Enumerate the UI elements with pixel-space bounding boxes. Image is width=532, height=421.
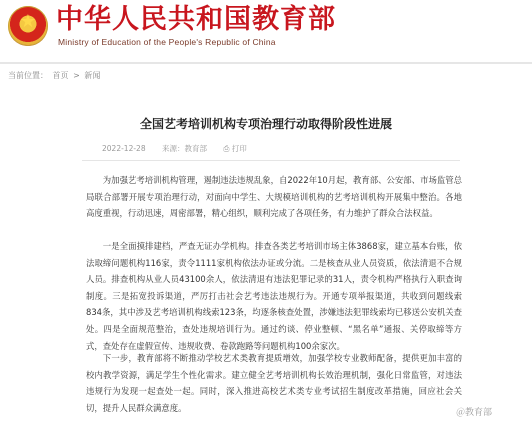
article-paragraph-3: 下一步，教育部将不断推动学校艺术类教育提质增效，加强学校专业教师配备，提供更加丰富的校内教学资源，满足学生个性化需求。建立健全艺考培训机构长效治理机制，强化日常监管，对违法违规行为发现一起查处一起。同时，深入推进高校艺术类专业考试招生制度改革措施，回应社会关切，提升人民群众满意度。 xyxy=(86,353,462,413)
site-subtitle: Ministry of Education of the People's Republic of China xyxy=(58,37,276,47)
article-meta xyxy=(102,143,275,154)
breadcrumb-separator: > xyxy=(73,71,80,80)
breadcrumb-label: 当前位置： xyxy=(8,71,48,80)
article-paragraph-1: 为加强艺考培训机构管理，遏制违法违规乱象，自2022年10月起，教育部、公安部、市场监管总局联合部署开展专项治理行动，对面向中学生、大规模培训机构的艺考培训机构开展集中整治。各地高度重视，行动迅速，周密部署，精心组织，顺利完成了各项任务，有力维护了群众合法权益。 xyxy=(86,175,462,219)
article-source: 来源：教育部 xyxy=(161,144,207,153)
meta-divider xyxy=(82,160,460,161)
breadcrumb-home-link[interactable]: 首页 xyxy=(52,71,69,80)
print-link[interactable]: ⎙ 打印 xyxy=(223,144,247,153)
article-date: 2022-12-28 xyxy=(102,144,146,153)
print-label: 打印 xyxy=(231,144,247,153)
watermark-text: ＠教育部 xyxy=(456,408,493,418)
site-header xyxy=(0,0,532,62)
article-paragraph-2: 一是全面摸排建档，严查无证办学机构。排查各类艺考培训市场主体3868家，建立基本台账，依法取缔问题机构116家，责令1111家机构依法办证或分流。二是核查从业人员资质，依法清退不合规人员。排查机构从业人员43100余人，依法清退有违法犯罪记录的31人，责令机构严格执行入职查询制度。三是拓宽投诉渠道，严厉打击社会艺考违法违规行为。开通专项举报渠道，共收到问题线索834条，其中涉及艺考培训机构线索123条，均逐条核查处置，涉嫌违法犯罪线索均已移送公安机关查处。四是全面规范整治，查处违规培训行为。通过约谈、停业整顿、“黑名单”通报、关停取缔等方式，查处存在虚假宣传、违规收费、卷款跑路等问题机构100余家次。 xyxy=(86,241,462,351)
breadcrumb xyxy=(8,70,102,81)
site-title[interactable]: 中华人民共和国教育部 xyxy=(56,4,336,35)
breadcrumb-news-link[interactable]: 新闻 xyxy=(84,71,101,80)
header-divider xyxy=(0,62,532,64)
national-emblem-icon xyxy=(8,6,48,46)
article-title: 全国艺考培训机构专项治理行动取得阶段性进展 xyxy=(139,117,392,131)
